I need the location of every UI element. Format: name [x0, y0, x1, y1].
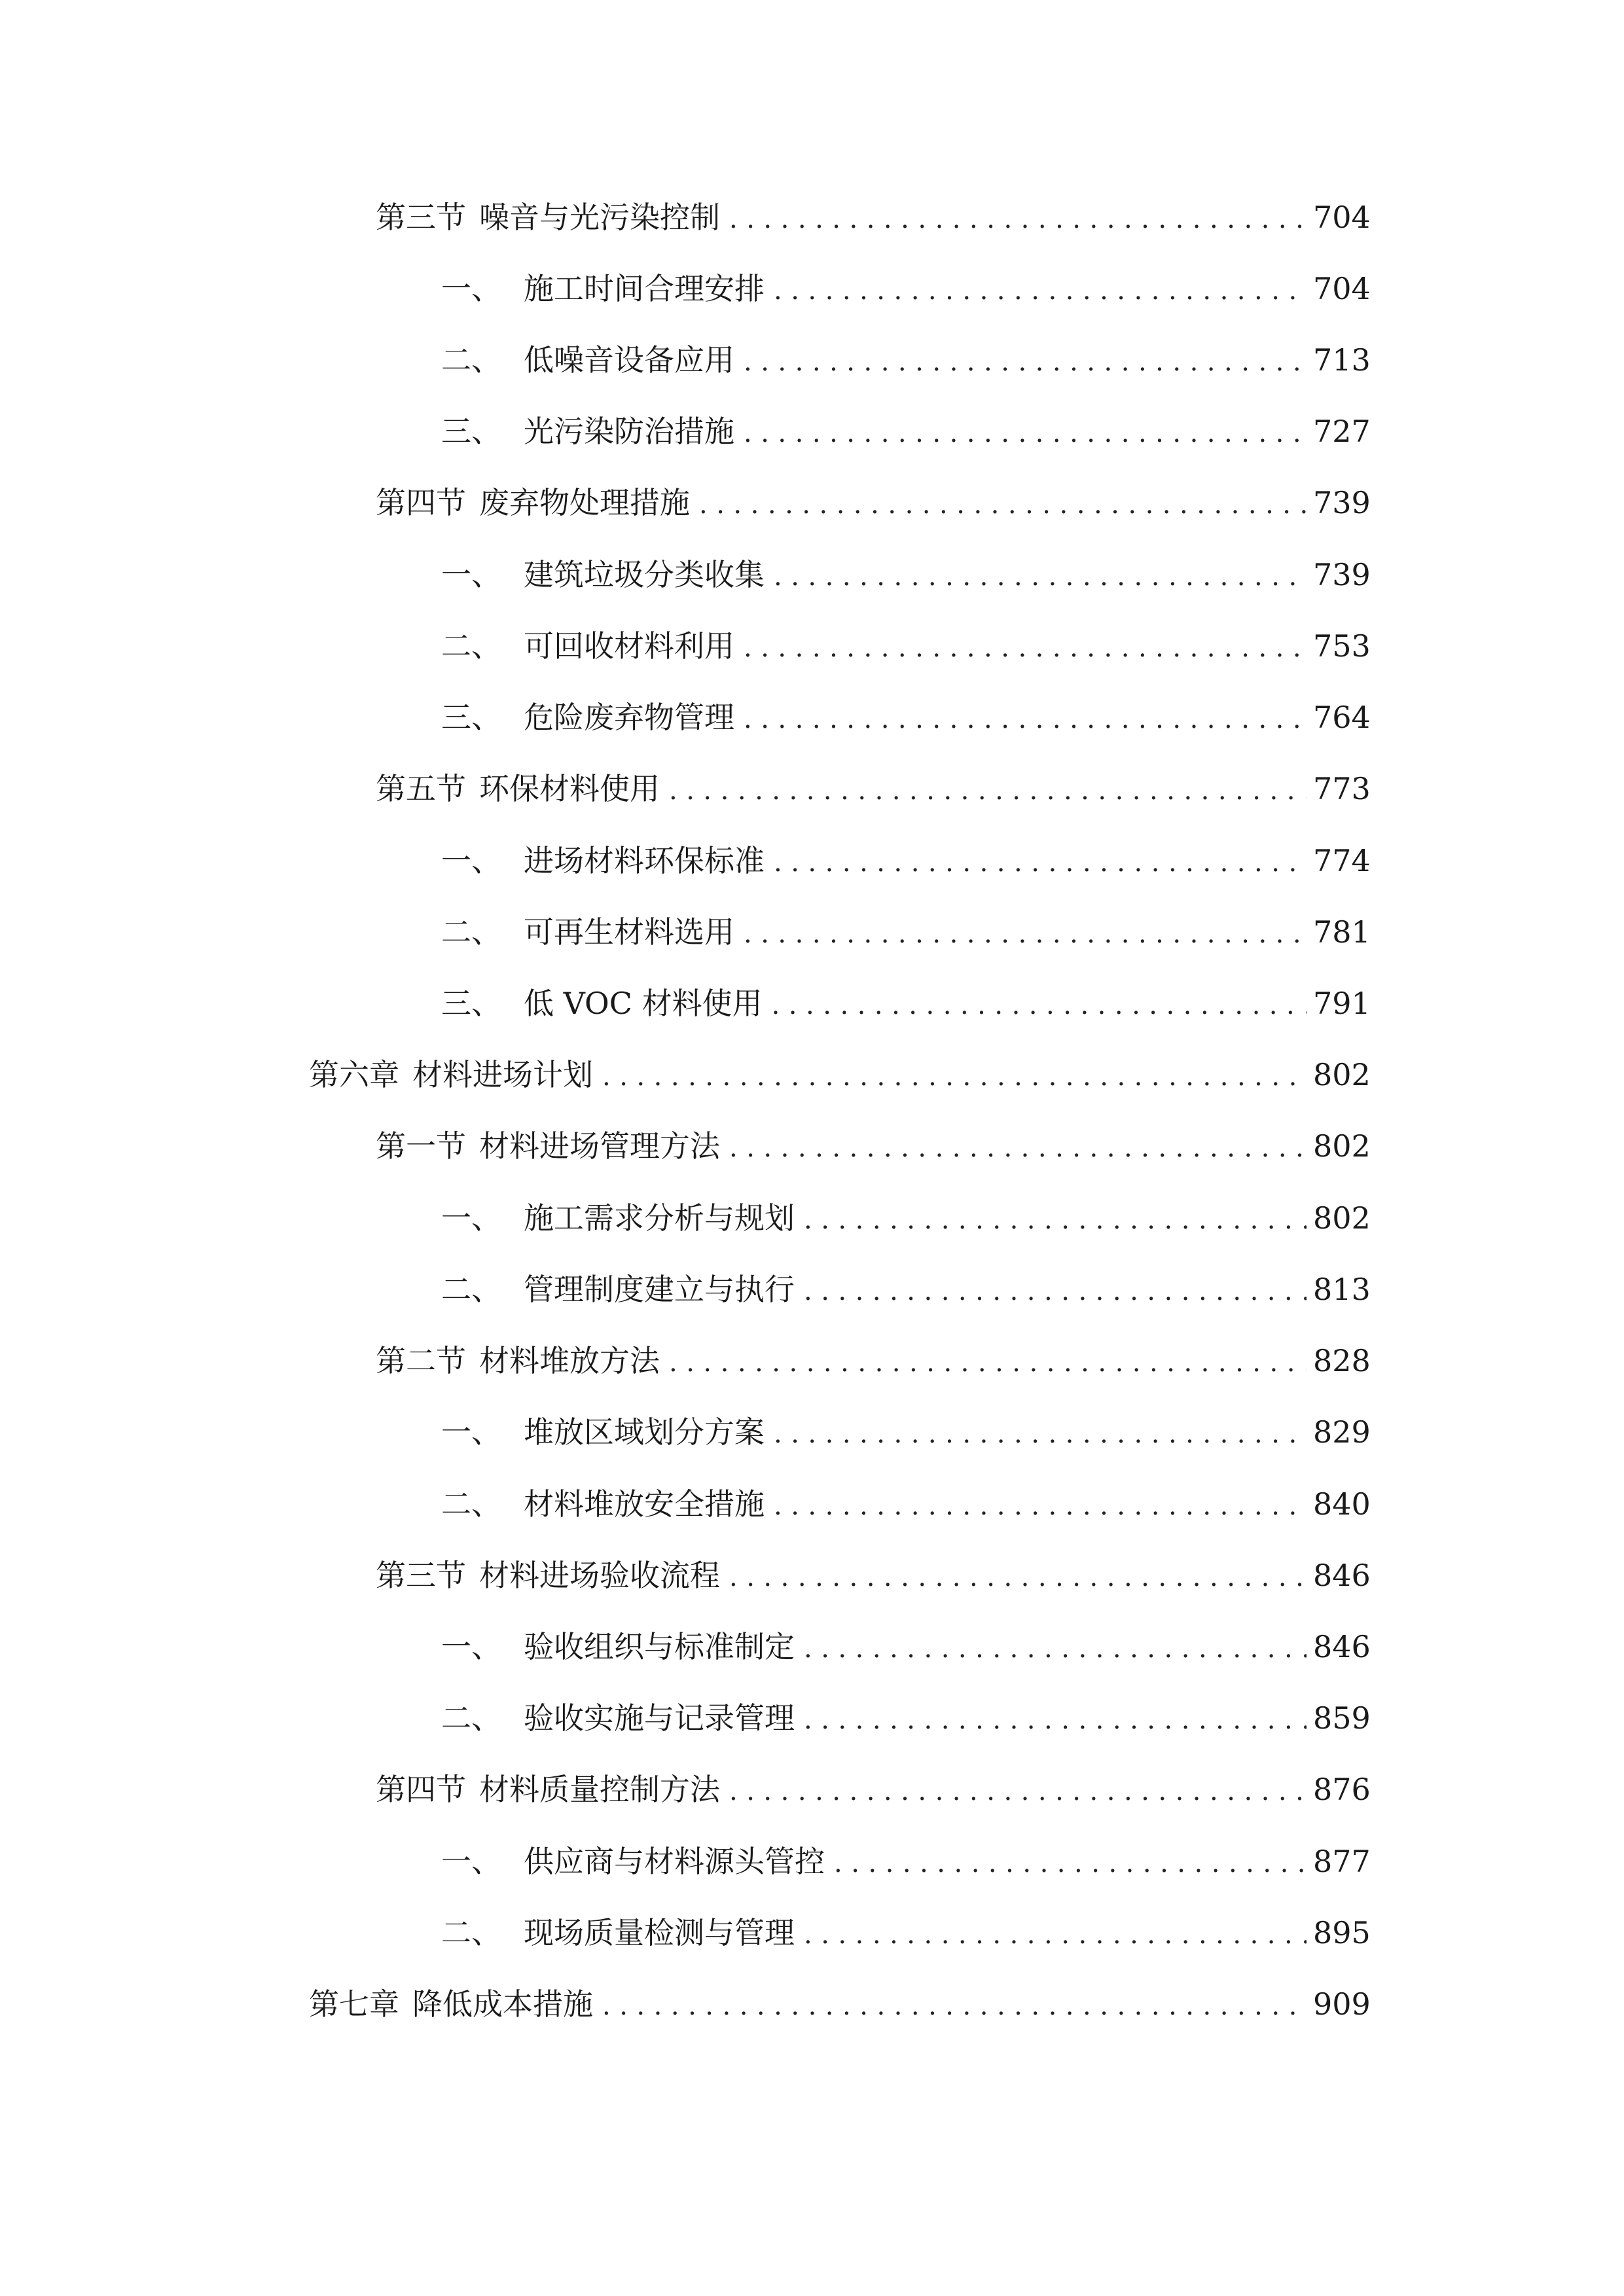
toc-entry-item[interactable]	[441, 1692, 1371, 1744]
toc-entry-item[interactable]	[441, 1835, 1371, 1888]
toc-entry-prefix: 二、	[441, 342, 501, 378]
toc-entry-title: 可回收材料利用	[524, 628, 734, 664]
toc-entry-prefix: 一、	[441, 1844, 501, 1879]
toc-entry-prefix: 一、	[441, 557, 501, 592]
toc-entry-page: 753	[1313, 628, 1371, 664]
toc-entry-page: 704	[1313, 200, 1371, 235]
toc-entry-prefix: 第四节	[376, 1772, 466, 1807]
toc-entry-chapter[interactable]	[309, 1978, 1371, 2030]
toc-dot-leader	[699, 478, 1307, 531]
toc-entry-prefix: 第三节	[376, 200, 466, 235]
toc-entry-item[interactable]	[441, 620, 1371, 672]
toc-entry-item[interactable]	[441, 548, 1371, 601]
toc-dot-leader	[669, 1336, 1307, 1389]
toc-entry-title: 材料质量控制方法	[479, 1772, 720, 1807]
toc-dot-leader	[804, 1909, 1307, 1961]
toc-entry-prefix: 一、	[441, 1629, 501, 1664]
toc-entry-title: 环保材料使用	[479, 771, 660, 806]
toc-entry-page: 764	[1313, 700, 1371, 735]
toc-dot-leader	[729, 1551, 1307, 1604]
toc-dot-leader	[774, 1408, 1307, 1460]
toc-dot-leader	[804, 1694, 1307, 1746]
toc-entry-prefix: 二、	[441, 1272, 501, 1307]
toc-dot-leader	[772, 979, 1307, 1031]
toc-entry-section[interactable]	[376, 762, 1371, 815]
toc-dot-leader	[602, 1050, 1307, 1103]
toc-dot-leader	[804, 1194, 1307, 1246]
toc-entry-page: 876	[1313, 1772, 1371, 1807]
toc-entry-prefix: 一、	[441, 1414, 501, 1450]
toc-entry-title: 降低成本措施	[412, 1986, 593, 2022]
toc-dot-leader	[804, 1265, 1307, 1318]
toc-entry-title: 验收组织与标准制定	[524, 1629, 795, 1664]
toc-dot-leader	[774, 836, 1307, 889]
toc-entry-page: 802	[1313, 1057, 1371, 1092]
toc-dot-leader	[804, 1623, 1307, 1675]
toc-entry-title: 堆放区域划分方案	[524, 1414, 765, 1450]
toc-dot-leader	[774, 1480, 1307, 1532]
toc-entry-page: 859	[1313, 1700, 1371, 1736]
toc-entry-section[interactable]	[376, 1763, 1371, 1816]
toc-entry-item[interactable]	[441, 1907, 1371, 1959]
toc-entry-prefix: 一、	[441, 271, 501, 306]
toc-entry-item[interactable]	[441, 691, 1371, 744]
toc-entry-prefix: 一、	[441, 843, 501, 878]
toc-entry-section[interactable]	[376, 191, 1371, 243]
toc-entry-section[interactable]	[376, 1549, 1371, 1602]
toc-entry-title: 材料进场管理方法	[479, 1128, 720, 1164]
toc-entry-title: 现场质量检测与管理	[524, 1915, 795, 1950]
toc-entry-prefix: 二、	[441, 1915, 501, 1950]
toc-entry-prefix: 二、	[441, 1486, 501, 1522]
toc-entry-page: 846	[1313, 1629, 1371, 1664]
toc-entry-title: 废弃物处理措施	[479, 485, 690, 520]
toc-dot-leader	[602, 1980, 1307, 2032]
toc-entry-prefix: 三、	[441, 414, 501, 449]
toc-dot-leader	[774, 264, 1307, 317]
toc-entry-page: 739	[1313, 485, 1371, 520]
toc-dot-leader	[729, 1765, 1307, 1818]
toc-entry-page: 813	[1313, 1272, 1371, 1307]
toc-entry-section[interactable]	[376, 1335, 1371, 1387]
toc-entry-page: 829	[1313, 1414, 1371, 1450]
toc-entry-prefix: 二、	[441, 628, 501, 664]
toc-entry-title: 材料进场验收流程	[479, 1558, 720, 1593]
toc-entry-item[interactable]	[441, 1406, 1371, 1458]
toc-entry-prefix: 三、	[441, 986, 501, 1021]
toc-entry-page: 704	[1313, 271, 1371, 306]
toc-entry-item[interactable]	[441, 906, 1371, 958]
toc-entry-page: 840	[1313, 1486, 1371, 1522]
toc-entry-item[interactable]	[441, 334, 1371, 386]
toc-dot-leader	[744, 407, 1307, 459]
toc-dot-leader	[774, 550, 1307, 603]
toc-entry-page: 739	[1313, 557, 1371, 592]
toc-entry-page: 909	[1313, 1986, 1371, 2022]
toc-entry-page: 802	[1313, 1200, 1371, 1236]
toc-dot-leader	[669, 764, 1307, 817]
toc-entry-item[interactable]	[441, 1263, 1371, 1316]
toc-entry-title: 施工需求分析与规划	[524, 1200, 795, 1236]
toc-entry-title: 可再生材料选用	[524, 914, 734, 950]
toc-dot-leader	[744, 336, 1307, 388]
toc-entry-title: 验收实施与记录管理	[524, 1700, 795, 1736]
toc-entry-title: 低噪音设备应用	[524, 342, 734, 378]
toc-entry-item[interactable]	[441, 977, 1371, 1030]
toc-entry-page: 828	[1313, 1343, 1371, 1378]
toc-dot-leader	[834, 1837, 1307, 1890]
toc-entry-page: 877	[1313, 1844, 1371, 1879]
toc-entry-title: 供应商与材料源头管控	[524, 1844, 825, 1879]
toc-entry-prefix: 第六章	[309, 1057, 399, 1092]
toc-entry-title: 材料堆放方法	[479, 1343, 660, 1378]
toc-entry-title: 材料堆放安全措施	[524, 1486, 765, 1522]
toc-entry-prefix: 二、	[441, 914, 501, 950]
toc-dot-leader	[744, 693, 1307, 745]
toc-dot-leader	[744, 622, 1307, 674]
toc-entry-page: 791	[1313, 986, 1371, 1021]
toc-entry-title: 材料进场计划	[412, 1057, 593, 1092]
toc-entry-prefix: 第五节	[376, 771, 466, 806]
toc-entry-prefix: 第七章	[309, 1986, 399, 2022]
toc-entry-title: 危险废弃物管理	[524, 700, 734, 735]
toc-entry-prefix: 二、	[441, 1700, 501, 1736]
toc-entry-title: 管理制度建立与执行	[524, 1272, 795, 1307]
toc-entry-section[interactable]	[376, 476, 1371, 529]
toc-entry-item[interactable]	[441, 1478, 1371, 1530]
toc-entry-page: 781	[1313, 914, 1371, 950]
toc-dot-leader	[744, 908, 1307, 960]
toc-entry-title: 施工时间合理安排	[524, 271, 765, 306]
toc-entry-prefix: 三、	[441, 700, 501, 735]
toc-entry-page: 774	[1313, 843, 1371, 878]
toc-entry-title: 低 VOC 材料使用	[524, 986, 763, 1021]
toc-entry-page: 713	[1313, 342, 1371, 378]
toc-entry-prefix: 第三节	[376, 1558, 466, 1593]
toc-entry-title: 噪音与光污染控制	[479, 200, 720, 235]
toc-entry-item[interactable]	[441, 262, 1371, 315]
toc-entry-section[interactable]	[376, 1120, 1371, 1172]
toc-entry-title: 进场材料环保标准	[524, 843, 765, 878]
toc-entry-page: 895	[1313, 1915, 1371, 1950]
toc-entry-page: 846	[1313, 1558, 1371, 1593]
toc-entry-prefix: 第二节	[376, 1343, 466, 1378]
toc-entry-prefix: 第一节	[376, 1128, 466, 1164]
toc-entry-item[interactable]	[441, 1621, 1371, 1673]
toc-entry-page: 773	[1313, 771, 1371, 806]
toc-entry-item[interactable]	[441, 405, 1371, 457]
toc-entry-item[interactable]	[441, 834, 1371, 887]
toc-dot-leader	[729, 193, 1307, 245]
toc-entry-item[interactable]	[441, 1192, 1371, 1244]
toc-entry-page: 802	[1313, 1128, 1371, 1164]
toc-entry-prefix: 一、	[441, 1200, 501, 1236]
toc-entry-chapter[interactable]	[309, 1049, 1371, 1101]
toc-entry-title: 光污染防治措施	[524, 414, 734, 449]
toc-entry-page: 727	[1313, 414, 1371, 449]
toc-entry-prefix: 第四节	[376, 485, 466, 520]
toc-dot-leader	[729, 1122, 1307, 1174]
toc-entry-title: 建筑垃圾分类收集	[524, 557, 765, 592]
